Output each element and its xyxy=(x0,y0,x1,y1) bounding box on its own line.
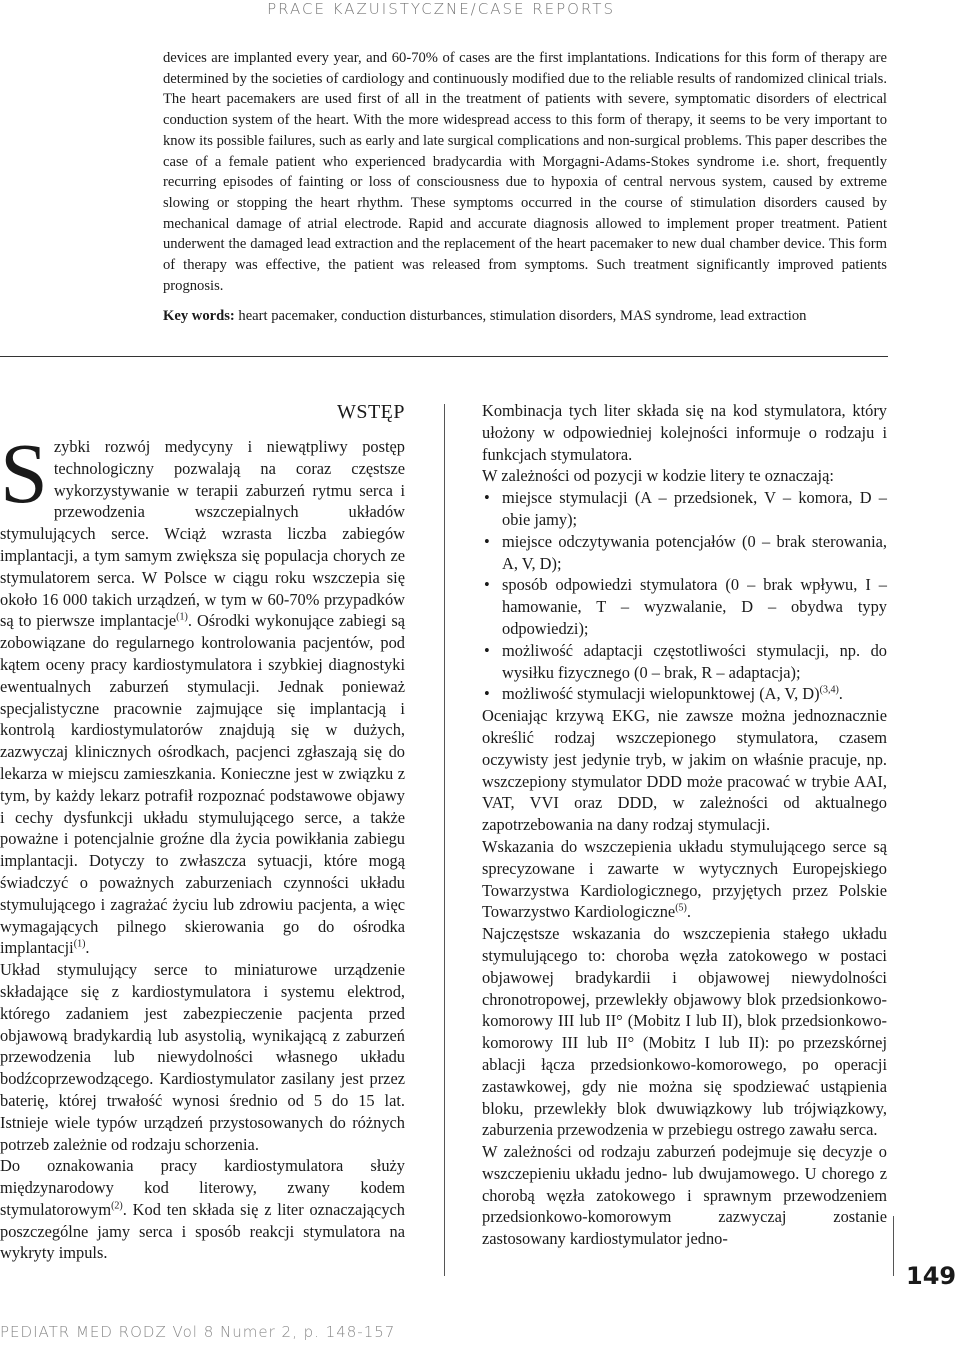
citation: (1) xyxy=(73,938,86,950)
code-list xyxy=(482,487,887,705)
list-item: • sposób odpowiedzi stymulatora (0 – brak wpływu, I – hamowanie, T – wyzwalanie, D – obydwa typy odpowiedzi); xyxy=(482,574,887,639)
journal-footer: PEDIATR MED RODZ Vol 8 Numer 2, p. 148-157 xyxy=(0,1323,396,1341)
abstract-text: devices are implanted every year, and 60-70% of cases are the first implantations. Indications for this form of therapy are determined by the societies of cardiology and continuously modified due to the reliable results of randomized clinical trials. The heart pacemakers are used first of all in the treatment of patients with severe, symptomatic disorders of electrical conduction system of the heart. With the more widespread access to this form of therapy, it seems to be very important to know its possible failures, such as early and late surgical complications and non-surgical problems. This paper describes the case of a female patient who experienced bradycardia with Morgagni-Adams-Stokes syndrome i.e. short, frequently recurring episodes of fainting or loss of consciousness due to hypoxia of central nervous system, caused by extreme slowing or stopping the heart rhythm. These symptoms occurred in the course of stimulation disorders caused by mechanical damage of atrial electrode. Rapid and accurate diagnosis allowed to implement proper treatment. Patient underwent the damaged lead extraction and the replacement of the heart pacemaker to new dual chamber device. This form of therapy was effective, the patient was released from symptoms. Such treatment significantly improved patients prognosis. xyxy=(163,50,887,294)
list-item: • miejsce stymulacji (A – przedsionek, V – komora, D – obie jamy); xyxy=(482,487,887,531)
paragraph: Układ stymulujący serce to miniaturowe urządzenie składające się z kardiostymulatora i systemu elektrod, którego zadaniem jest zabezpieczenie pacjenta przed objawową bradykardią lub asystolią, wynikającą z zaburzeń przewodzenia lub niewydolności własnego układu bodźcoprzewodzącego. Kardiostymulator zasilany jest przez baterię, której trwałość wynosi średnio od 5 do 15 lat. Istnieje wiele typów urządzeń przystosowanych do różnych potrzeb zależnie od rodzaju schorzenia. xyxy=(0,960,405,1154)
list-item: • możliwość stymulacji wielopunktowej (A, V, D)$^{(3,4)}$. xyxy=(482,683,887,705)
citation: (1) xyxy=(176,611,188,623)
paragraph: Oceniając krzywą EKG, nie zawsze można jednoznacznie określić rodzaj wszczepionego stymulatora, czasem oczywisty jest jedynie tryb, w jakim on właśnie pracuje, np. wszczepiony stymulator DDD może pracować w trybie AAI, VAT, VVI oraz DDD, w zależności od aktualnego zapotrzebowania na dany rodzaj stymulacji. xyxy=(482,706,887,835)
paragraph: W zależności od pozycji w kodzie litery te oznaczają: xyxy=(482,466,834,486)
list-item: • możliwość adaptacji częstotliwości stymulacji, np. do wysiłku fizycznego (0 – brak, R – adaptacja); xyxy=(482,640,887,684)
keywords-text: heart pacemaker, conduction disturbances, stimulation disorders, MAS syndrome, lead extraction xyxy=(234,308,807,324)
right-column xyxy=(482,400,887,1250)
paragraph: W zależności od rodzaju zaburzeń podejmuje się decyzje o wszczepieniu układu jedno- lub dwujamowego. U chorego z chorobą węzła zatokowego i sprawnym przewodzeniem przedsionkowo-komorowym zazwyczaj zostanie zastosowany kardiostymulator jedno- xyxy=(482,1142,887,1249)
keywords-label: Key words: xyxy=(163,308,235,324)
paragraph: Do oznakowania pracy kardiostymulatora służy międzynarodowy kod literowy, zwany kodem stymulatorowym$^{(2)}$. Kod ten składa się z liter oznaczających poszczególne jamy serca i sposób reakcji stymulatora na wykryty impuls. xyxy=(0,1156,405,1263)
running-header: PRACE KAZUISTYCZNE/CASE REPORTS xyxy=(267,0,615,18)
drop-cap: S xyxy=(0,425,48,521)
section-title: WSTĘP xyxy=(336,401,405,423)
paragraph: Najczęstsze wskazania do wszczepienia stałego układu stymulującego to: choroba węzła zatokowego w postaci objawowej bradykardii i objawowej niewydolności chronotropowej, przewlekły objawowy blok przedsionkowo-komorowy III lub II° (Mobitz I lub II), blok przedsionkowo-komorowy III lub II° (Mobitz I lub II): po przezskórnej ablacji łącza przedsionkowo-komorowego, po operacji zastawkowej, gdy nie można się spodziewać ustąpienia bloku, przewlekły blok dwuwiązkowy lub trójwiązkowy, zaburzenia przewodzenia w przebiegu ostrego zawału serca. xyxy=(482,924,887,1140)
page-number: 149 xyxy=(906,1262,957,1290)
citation: (3,4) xyxy=(819,684,839,696)
intro-paragraph: Szybki rozwój medycyny i niewątpliwy postęp technologiczny pozwalają na coraz częstsze wykorzystywanie w terapii zaburzeń rytmu serca i przewodzenia wszczepialnych układów stymulujących serce. Wciąż wzrasta liczba zabiegów implantacji, a tym samym zwiększa się populacja chorych ze stymulatorem serca. W Polsce w ciągu roku wszczepia się około 16 000 takich urządzeń, w tym w 60-70% przypadków są to pierwsze implantacje$^{(1)}$. Ośrodki wykonujące zabiegi są zobowiązane do regularnego kontrolowania pacjentów, pod kątem oceny pracy kardiostymulatora i szybkiej diagnostyki ewentualnych zaburzeń stymulacji. Jednak ponieważ specjalistyczne pracownie zajmujące się implantacją i kontrolą kardiostymulatorów znajdują się w dużych, zazwyczaj klinicznych ośrodkach, pacjenci zgłaszają się do lekarza w miejscu zamieszkania. Konieczne jest w związku z tym, by każdy lekarz potrafił rozpoznać podstawowe objawy i cechy dysfunkcji układu stymulującego serce, a także poważne i potencjalnie groźne dla życia powikłania zabiegu implantacji. Dotyczy to zwłaszcza sytuacji, które mogą świadczyć o poważnych zaburzeniach czynności układu stymulującego i zagrażać życiu lub zdrowiu pacjenta, a więc wymagających pilnego skierowania go do ośrodka implantacji$^{(1)}$. xyxy=(0,425,405,958)
paragraph: Wskazania do wszczepienia układu stymulującego serce są sprecyzowane i zawarte w wytycznych Europejskiego Towarzystwa Kardiologicznego, przyjętych przez Polskie Towarzystwo Kardiologiczne$^{(5)}$. xyxy=(482,836,887,922)
page-number-divider xyxy=(893,1216,894,1276)
paragraph: Kombinacja tych liter składa się na kod stymulatora, który ułożony w odpowiedniej kolejności informuje o rodzaju i funkcjach stymulatora. xyxy=(482,401,887,464)
list-item: • miejsce odczytywania potencjałów (0 – brak sterowania, A, V, D); xyxy=(482,531,887,575)
keywords xyxy=(163,306,887,326)
left-column xyxy=(0,400,405,1264)
column-divider xyxy=(444,404,445,1276)
section-divider xyxy=(0,356,888,357)
citation: (5) xyxy=(675,902,687,914)
citation: (2) xyxy=(111,1200,123,1212)
